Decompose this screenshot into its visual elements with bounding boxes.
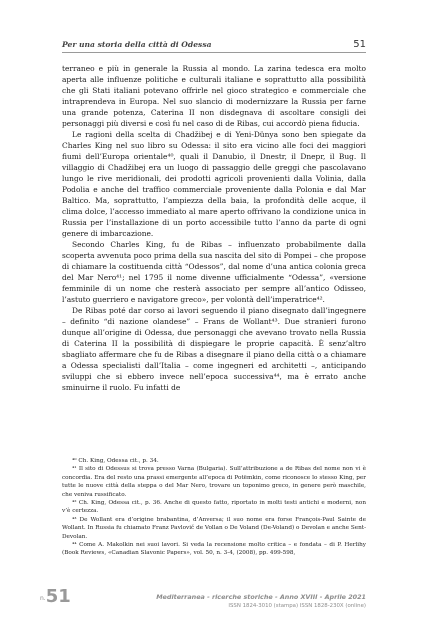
paragraph: Le ragioni della scelta di Chadžibej e di Yeni-Dünya sono ben spiegate da Charles King nel suo libro su Odessa: il sito era vicino alle foci dei maggiori fiumi dell’Europa orientale⁴⁰, quali il Danubio, il Dnestr, il Dnepr, il Bug. Il villaggio di Chadžibej era un luogo di passaggio delle greggi che pascolavano lungo le rive meridionali, dei prodotti agricoli provenienti dalla Volinia, dalla Podolia e anche del traffico commerciale proveniente dalla Polonia e dal Mar Baltico. Ma, soprattutto, l’ampiezza della baia, la profondità delle acque, il clima dolce, l’accesso immediato al mare aperto offrivano la condizione unica in Russia per l’installazione di un porto accessibile tutto l’anno da parte di ogni genere di imbarcazione. — [62, 130, 366, 238]
paragraph: Secondo Charles King, fu de Ribas – influenzato probabilmente dalla scoperta avvenuta poco prima della sua nascita del sito di Pompei – che propose di chiamare la costituenda città “Odessos”, dal nome d’una antica colonia greca del Mar Nero⁴¹; nel 1795 il nome divenne ufficialmente “Odessa”, «versione femminile di un nome che resterà associato per sempre all’antico Odisseo, l’astuto guerriero e navigatore greco», per volontà dell’imperatrice⁴². — [62, 240, 366, 304]
issue-number: 51 — [45, 586, 71, 607]
footnote: ⁴⁰ Ch. King, Odessa cit., p. 34. — [72, 458, 159, 464]
journal-footer — [156, 593, 366, 609]
footnote: ⁴³ De Wollant era d’origine brabantina, d’Anversa; il suo nome era forse François-Paul Sainte de Wollant. In Russia fu chiamato Franz Pavlovič de Vollan o De Voland (De-Voland) o Devolan e anche Sent-Devolan. — [62, 516, 366, 540]
page-number: 51 — [353, 39, 366, 50]
footnote: ⁴¹ Il sito di Odessus si trova presso Varna (Bulgaria). Sull’attribuzione a de Ribas del nome non vi è concordia. Era del resto una prassi emergente all’epoca di Potëmkin, come riconosce lo stesso King, per tutte le nuove città della steppa o del Mar Nero, trovare un toponimo greco, in genere però maschile, che veniva russificato. — [62, 466, 366, 498]
main-text — [62, 63, 366, 393]
running-header — [62, 36, 366, 53]
journal-title: Mediterranea - ricerche storiche - Anno XVIII - Aprile 2021 — [156, 593, 366, 601]
footnote: ⁴⁴ Come A. Makolkin nei suoi lavori. Si veda la recensione molto critica – e fondata – di P. Herlihy (Book Reviews, «Canadian Slavonic Papers», vol. 50, n. 3-4, (2008), pp. 499-598, — [62, 542, 366, 557]
footnote: ⁴² Ch. King, Odessa cit., p. 36. Anche di questo fatto, riportato in molti testi antichi e moderni, non v’è certezza. — [62, 500, 366, 515]
paragraph: De Ribas poté dar corso ai lavori seguendo il piano disegnato dall’ingegnere – definito “di nazione olandese” – Frans de Wollant⁴³. Due stranieri furono dunque all’origine di Odessa, due personaggi che avevano trovato nella Russia di Caterina II la possibilità di dispiegare le proprie capacità. È senz’altro sbagliato affermare che fu de Ribas a disegnare il piano della città o a chiamare a Odessa specialisti dall’Italia – come ingegneri ed architetti –, anticipando sviluppi che si ebbero invece nell’epoca successiva⁴⁴, ma è errato anche sminuirne il ruolo. Fu infatti de — [62, 306, 366, 392]
running-title: Per una storia della città di Odessa — [62, 40, 212, 49]
issue-number-prefix: n. — [40, 595, 46, 602]
paragraph: terraneo e più in generale la Russia al mondo. La zarina tedesca era molto aperta alle influenze politiche e culturali italiane e soprattutto alla possibilità che gli Stati italiani potevano offrirle nel gioco strategico e commerciale che intraprendeva in Europa. Nel suo slancio di modernizzare la Russia per farne una grande potenza, Caterina II non disdegnava di ascoltare consigli dei personaggi più diversi e così fu nel caso di de Ribas, cui accordò piena fiducia. — [62, 64, 366, 128]
issn-line: ISSN 1824-3010 (stampa) ISSN 1828-230X (online) — [228, 603, 366, 609]
issue-number-block — [40, 586, 71, 607]
footnotes — [62, 457, 366, 558]
